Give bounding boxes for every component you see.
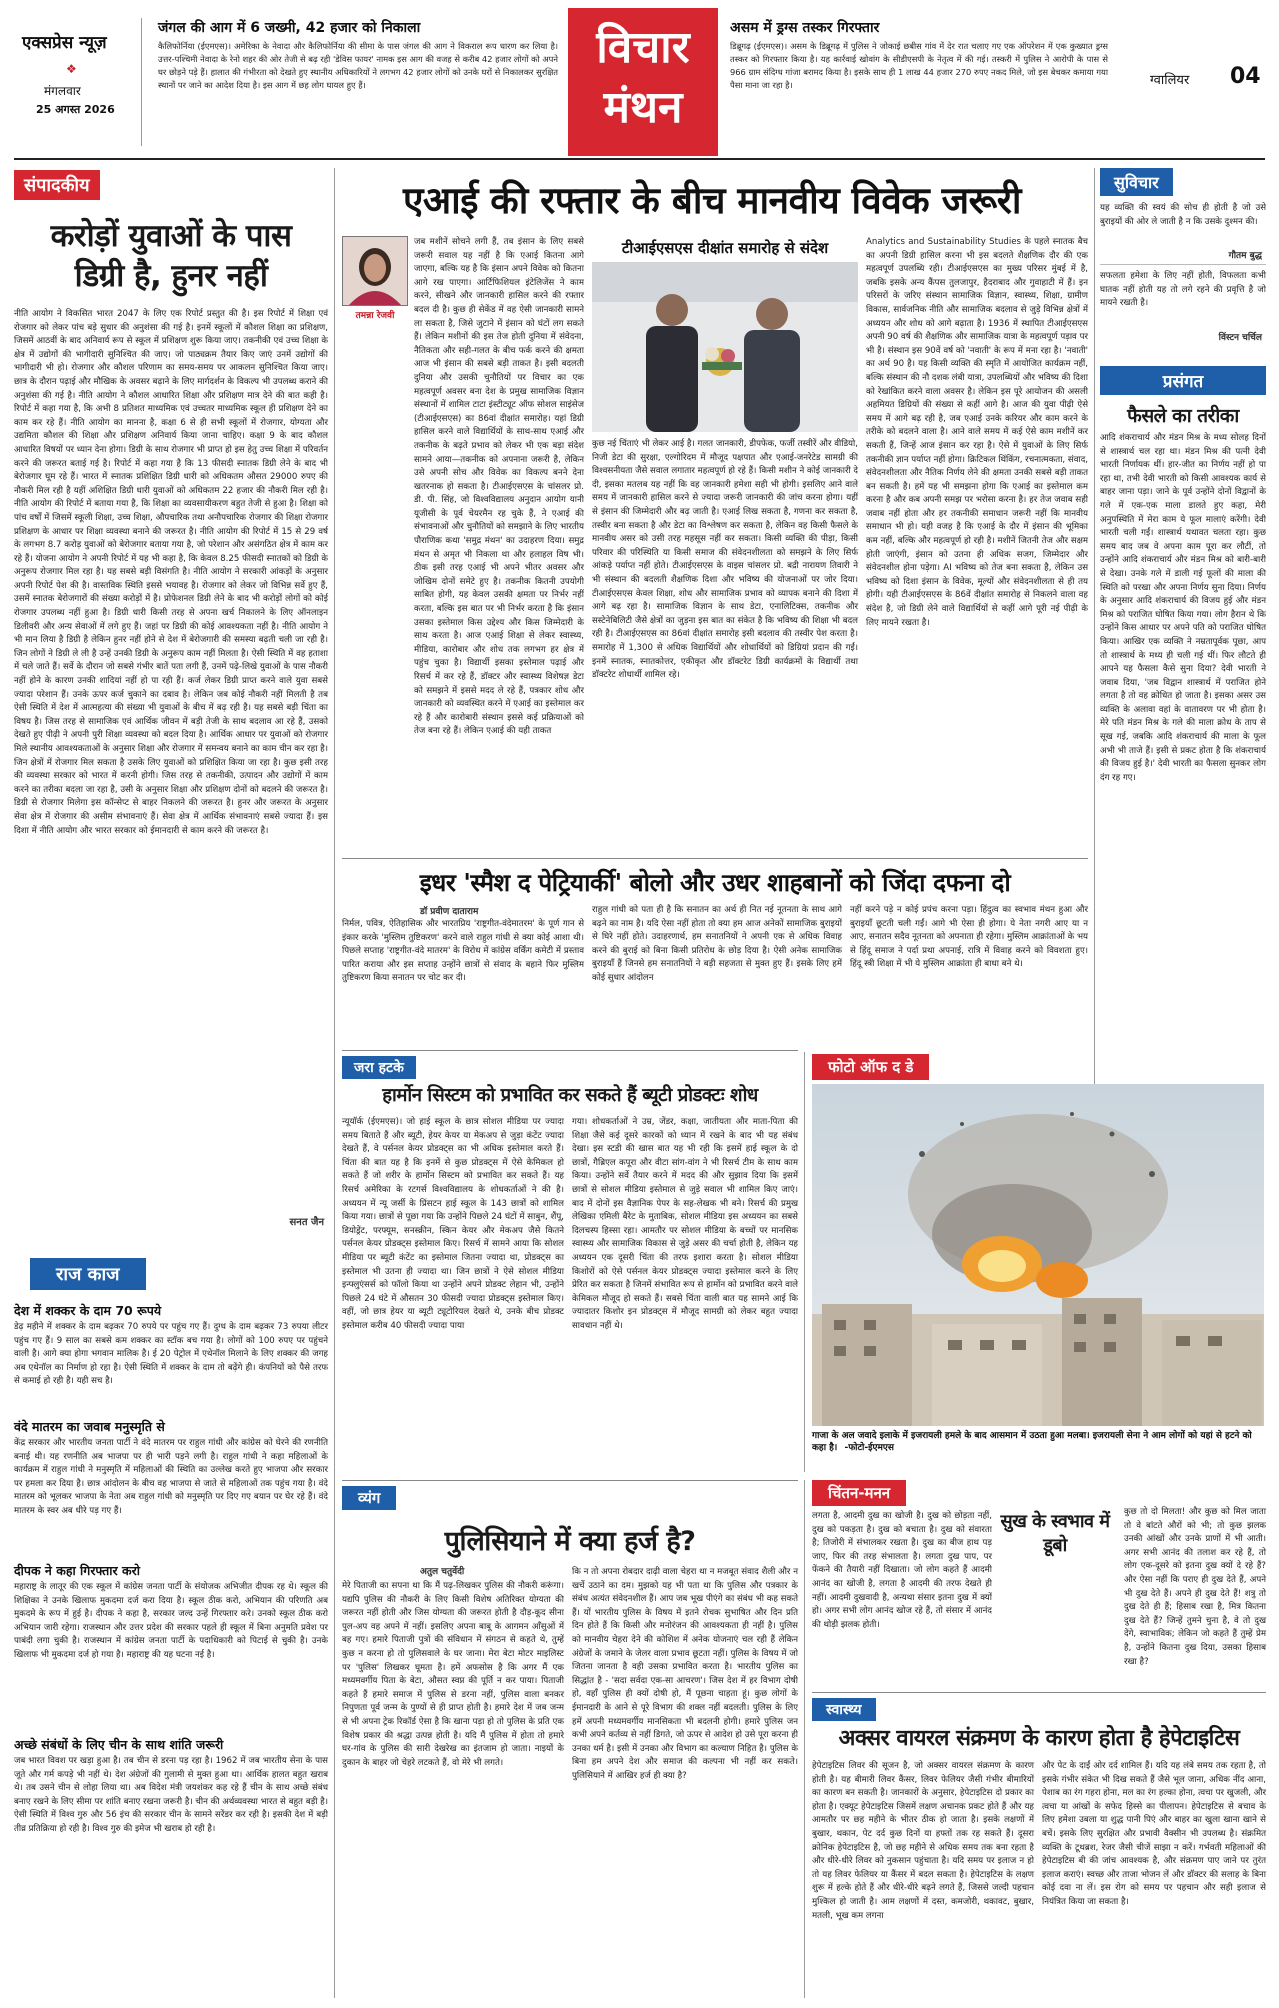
convocation-photo <box>592 262 858 432</box>
chintan-divider <box>804 1480 805 1998</box>
city: ग्वालियर <box>1150 73 1190 88</box>
suvichar-quote-2: सफलता हमेशा के लिए नहीं होती, विफलता कभी घातक नहीं होती यह तो लगे रहने की प्रवृत्ति है जो मायने रखती है। <box>1100 271 1266 309</box>
swasthya-col1: हेपेटाइटिस लिवर की सूजन है, जो अक्सर वायरल संक्रमण के कारण होती है। यह बीमारी लिवर कैंसर, लिवर फेलियर जैसी गंभीर बीमारियों का कारण बन सकती है। जानकारों के अनुसार, हेपेटाइटिस दो प्रकार का होता है। एक्यूट हेपेटाइटिस जिसमें लक्षण अचानक प्रकट होते हैं और यह आमतौर पर छह महीने के भीतर ठीक हो जाता है। इसके लक्षणों में बुखार, थकान, पेट दर्द कुछ दिनों या हफ्तों तक रह सकते हैं। दूसरा क्रोनिक हेपेटाइटिस है, जो छह महीने से अधिक समय तक बना रहता है और धीरे-धीरे लिवर को नुकसान पहुंचाता है। यदि समय पर इलाज न हो तो यह लिवर फेलियर या कैंसर में बदल सकता है। हेपेटाइटिस के लक्षण शुरू में हल्के होते हैं और धीरे-धीरे बढ़ने लगते हैं, जिससे जल्दी पहचान मुश्किल हो जाती है। आम लक्षणों में दस्त, कमजोरी, थकावट, बुखार, मतली, भूख कम लगना <box>812 1761 1034 1921</box>
suvichar-author-1: गौतम बुद्ध <box>1228 251 1262 261</box>
paper-name: एक्सप्रेस न्यूज़ <box>22 33 107 53</box>
editorial-body: नीति आयोग ने विकसित भारत 2047 के लिए एक रिपोर्ट प्रस्तुत की है। इस रिपोर्ट में शिक्षा एवं रोजगार को लेकर पांच बड़े सुधार की अनुशंसा की गई है। इनमें स्कूलों में कौशल शिक्षा का प्रशिक्षण, जिसमें आठवीं के बाद अनिवार्य रूप से स्कूल में प्रशिक्षण शुरू किया जाए। तकनीकी एवं उच्च शिक्षा के क्षेत्र में उद्योगों की भागीदारी सुनिश्चित की जाए। जो पाठ्यक्रम तैयार किए जाएं उनमें उद्योगों की भागीदारी भी हो। रोजगार और कौशल परिणाम का समय-समय पर आकलन सुनिश्चित किया जाए। छात्र के दौरान पढ़ाई और मौखिक के अवसर बढ़ाने के लिए मार्गदर्शन के विकल्प भी उपलब्ध कराने की अनुशंसा की गई है। नीति आयोग ने कौशल आधारित शिक्षा और प्रशिक्षण मात्र देने की बात कही है। रिपोर्ट में कहा गया है, कि अभी 8 प्रतिशत माध्यमिक एवं उच्चतर माध्यमिक स्कूल ही प्रशिक्षण देने का काम कर रहे हैं। नीति आयोग का मानना है, कक्षा 6 से ही सभी स्कूलों में रोजगार, योग्यता और उद्यमिता कौशल की शिक्षा और प्रशिक्षण अनिवार्य किया जाना चाहिए। कक्षा 9 के बाद कौशल आधारित विषयों पर ध्यान देना होगा। डिग्री के साथ रोजगार भी प्राप्त हो इस हेतु उच्च शिक्षा में परिवर्तन करने की जरूरत बताई गई है। रिपोर्ट में कहा गया है कि 13 फीसदी स्नातक डिग्री लेने के बाद भी बेरोजगार घूम रहे हैं। भारत में स्नातक प्रशिक्षित डिग्री धारी को अधिकतम औसत 29000 रुपए की नौकरी मिल रही है यहीं अशिक्षित डिग्री धारी युवाओं को अधिकतम 22 हजार की नौकरी मिल रही है। नीति आयोग की रिपोर्ट में बताया गया है, कि शिक्षा का व्यवसायीकरण बहुत तेजी से हुआ है। शिक्षा को पांच वर्षों में जिसमें स्कूली शिक्षा, उच्च शिक्षा, औपचारिक तथा अनौपचारिक रोजगार की शिक्षा रोजगार प्रशिक्षण के आधार पर शिक्षा व्यवस्था बनाने की जरूरत है। नीति आयोग की रिपोर्ट में 15 से 29 वर्ष के लगभग 8.7 करोड़ युवाओं को बेरोजगार बताया गया है, जो परेशान और असंगठित क्षेत्र में काम कर रहे हैं। योजना आयोग ने अपनी रिपोर्ट में यह भी कहा है, कि केवल 8.25 फीसदी स्नातकों को डिग्री के अनुरूप रोजगार मिल रहा है। यह सबसे बड़ी विसंगति है। नीति आयोग ने सरकारी आंकड़ों के अनुसार अपनी रिपोर्ट पेश की है। वास्तविक स्थिति इससे भयावह है। रोजगार को लेकर जो विभिन्न सर्वे हुए हैं, उसमें स्नातक बेरोजगारों की संख्या करोड़ों में है। प्रोफेशनल डिग्री लेने के बाद भी करोड़ों लोगों को कोई रोजगार उपलब्ध नहीं हुआ है। डिग्री धारी किसी तरह से अपना खर्च निकालने के लिए ऑनलाइन डिलीवरी और अन्य सेवाओं में लगे हुए हैं। जहां पर डिग्री की कोई आवश्यकता नहीं है। नीति आयोग ने भी मान लिया है डिग्री है लेकिन हुनर नहीं होने से देश में बेरोजगारी की समस्या बढ़ती चली जा रही है। जिन लोगों ने डिग्री ले ली है उन्हें उनकी डिग्री के अनुरूप काम नहीं मिलता है। ऐसी स्थिति में वह हताशा में चले जाते हैं। सर्वे के दौरान जो सबसे गंभीर बातें पता लगी हैं, उनमें पढ़े-लिखे युवाओं के पास नौकरी नहीं होने के कारण उनकी शादियां नहीं हो पा रही हैं। कर्ज लेकर डिग्री प्राप्त करने वाले युवा सबसे ज्यादा परेशान हैं। उनके ऊपर कर्ज चुकाने का दबाव है। लेकिन जब कोई नौकरी नहीं मिलती है तब ऐसी स्थिति में देश में आत्महत्या की संख्या भी युवाओं के बीच में बढ़ रही है। यह सबसे बड़ी चिंता का विषय है। जिस तरह से सामाजिक एवं आर्थिक जीवन में बड़ी तेजी के साथ बदलाव आ रहे हैं, उसको देखते हुए पीढ़ी ने अपनी पुरी शिक्षा व्यवस्था को बदल दिया है। आर्थिक आधार पर युवाओं को रोजगार मिले स्थानीय आवश्यकताओं के अनुसार शिक्षा और रोजगार में समन्वय बनाने का काम चीन कर रहा है। जिन क्षेत्रों में रोजगार मिल सकता है उसके लिए युवाओं को प्रशिक्षित किया जा रहा है। कुछ इसी तरह की व्यवस्था सरकार को भारत में करनी होगी। जिस तरह से तकनीकी, उत्पादन और उद्योगों में काम करने का तरीका बदला जा रहा है, उसी के अनुसार शिक्षा और प्रशिक्षण दोनों को बदलने की जरूरत है। डिग्री से रोजगार मिलेगा इस कॉन्सेप्ट से बाहर निकलने की जरूरत है। हुनर और जरूरत के अनुसार सेवा क्षेत्र में रोजगार की असीम संभावनाएं हैं। सेवा क्षेत्र में आर्थिक संभावनाएं सबसे ज्यादा हैं। इस दिशा में नीति आयोग और भारत सरकार को ईमानदारी से काम करने की जरूरत है। <box>14 309 329 836</box>
section-title-line1: विचार <box>596 22 690 73</box>
vyang-tag: व्यंग <box>342 1486 396 1510</box>
convocation-photo-image <box>592 262 858 432</box>
second-col2: राहुल गांधी को पता ही है कि सनातन का अर्थ ही नित नई नूतनता के साथ आगे बढ़ने का नाम है। यदि ऐसा नहीं होता तो क्या हम आज अनेकों सामाजिक बुराइयों से घिरे नहीं होते। उदाहरणार्थ, हम सनातनियों ने अपनी एक से अधिक विवाह करने की बुराई को बिना किसी प्रतिरोध के छोड़ दिया है। ऐसी अनेक सामाजिक बुराइयाँ हैं जिनसे हम सनातनियों ने बड़ी सहजता से मुक्त हुए हैं। इसके लिए हमें कोई सुधार आंदोलन <box>592 905 842 983</box>
section-logo <box>568 8 718 156</box>
photo-divider <box>804 1052 805 1472</box>
suvichar-quote-1: यह व्यक्ति की स्वयं की सोच ही होती है जो उसे बुराइयों की ओर ले जाती है न कि उसके दुश्मन की। <box>1100 203 1266 227</box>
swasthya-col2: और पेट के दाईं ओर दर्द शामिल हैं। यदि यह लंबे समय तक रहता है, तो इसके गंभीर संकेत भी दिख सकते हैं जैसे भूल जाना, अधिक नींद आना, पेशाब का रंग गहरा होना, मल का रंग हल्का होना, त्वचा पर खुजली, और त्वचा या आंखों के सफेद हिस्से का पीलापन। हेपेटाइटिस से बचाव के लिए हमेशा उबला या शुद्ध पानी पिएं और बाहर का खुला खाना खाने से बचें। इसके लिए सुरक्षित और प्रभावी वैक्सीन भी उपलब्ध है। संक्रमित व्यक्ति के टूथब्रश, रेजर जैसी चीजें साझा न करें। गर्भवती महिलाओं की हेपेटाइटिस बी की जांच आवश्यक है, और संक्रमण पाए जाने पर तुरंत इलाज कराएं। स्वच्छ और ताजा भोजन लें और डॉक्टर की सलाह के बिना कोई दवा ना लें। इस रोग को समय पर पहचान और सही इलाज से नियंत्रित किया जा सकता है। <box>1042 1761 1266 1907</box>
page-number: 04 <box>1230 64 1261 89</box>
rajkaaj-tag: राज काज <box>30 1258 146 1290</box>
rajkaaj-item-body: महाराष्ट्र के लातूर की एक स्कूल में कांग्रेस जनता पार्टी के संयोजक अभिजीत दीपक रह थे। स्कूल की शिक्षिका ने उनके खिलाफ मुकदमा दर्ज करा दिया है। स्कूल ठीक करो, अभियान की परिणति अब मुकदमे के रूप में हुई है। दीपक ने कहा है, सरकार जल्द उन्हें गिरफ्तार करे। उनको स्कूल ठीक करो अभियान जारी रहेगा। राजस्थान और उत्तर प्रदेश की सरकार पहले ही स्कूल में बिना अनुमति प्रवेश पर पाबंदी लगा चुकी है। राजस्थान में कांग्रेस जनता पार्टी के पदाधिकारी को पिटाई से चुकी है। उनके खिलाफ भी मुकदमा दर्ज हो गया है। महाराष्ट्र की यह घटना नई है। <box>14 1582 328 1660</box>
suvichar <box>1100 168 1266 358</box>
lead-col1: जब मशीनें सोचने लगी हैं, तब इंसान के लिए सबसे जरूरी सवाल यह नहीं है कि एआई कितना आगे जाएगा, बल्कि यह है कि इंसान अपने विवेक को कितना आगे रख पाएगा। आर्टिफिशियल इंटेलिजेंस ने काम करने, सीखने और जानकारी हासिल करने की रफ्तार बदल दी है। कुछ ही सेकेंड में वह ऐसी जानकारी सामने ला सकता है, जिसे जुटाने में इंसान को घंटों लग सकते हैं। लेकिन मशीनों की इस तेज होती दुनिया में संवेदना, नैतिकता और सही-गलत के बीच फर्क करने की क्षमता आज भी इंसान की सबसे बड़ी ताकत है। इसी बदलती दुनिया और उसकी चुनौतियों पर विचार का एक महत्वपूर्ण अवसर बना देश के प्रमुख सामाजिक विज्ञान संस्थानों में शामिल टाटा इंस्टीट्यूट ऑफ सोशल साइंसेज (टीआईएसएस) का 86वां दीक्षांत समारोह। यहां डिग्री हासिल करने वाले विद्यार्थियों के साथ-साथ एआई और तकनीक के बढ़ते प्रभाव को लेकर भी एक बड़ा संदेश सामने आया—तकनीक को अपनाना जरूरी है, लेकिन उसे अपनी सोच और विवेक का विकल्प बनने देना खतरनाक हो सकता है। टीआईएसएस के चांसलर प्रो. डी. पी. सिंह, जो विश्वविद्यालय अनुदान आयोग यानी यूजीसी के पूर्व चेयरमैन रह चुके हैं, ने एआई की संभावनाओं और चुनौतियों को समझाने के लिए भारतीय पौराणिक कथा 'समुद्र मंथन' का उदाहरण दिया। समुद्र मंथन से अमृत भी निकला था और हलाहल विष भी। ठीक इसी तरह एआई भी अपने भीतर अवसर और जोखिम दोनों समेटे हुए है। तकनीक कितनी उपयोगी साबित होगी, यह केवल उसकी क्षमता पर निर्भर नहीं करता, बल्कि इस बात पर भी निर्भर करता है कि इंसान उसका इस्तेमाल किस उद्देश्य और किस जिम्मेदारी के साथ करता है। आज एआई शिक्षा से लेकर स्वास्थ्य, मीडिया, कारोबार और शोध तक लगभग हर क्षेत्र में पहुंच चुका है। विद्यार्थी इसका इस्तेमाल पढ़ाई और रिसर्च में कर रहे हैं, डॉक्टर और स्वास्थ्य विशेषज्ञ डेटा को समझने में इससे मदद ले रहे हैं, पत्रकार शोध और जानकारी को व्यवस्थित करने में एआई का इस्तेमाल कर रहे हैं और कारोबारी संस्थान इससे कई प्रक्रियाओं को तेज बना रहे हैं। लेकिन एआई की यही ताकत <box>414 237 584 737</box>
masthead-rule <box>14 158 1265 160</box>
chintan-headline: सुख के स्वभाव में डूबो <box>1000 1511 1110 1556</box>
rajkaaj-item <box>14 1736 328 1991</box>
vyang-author: अतुल चतुर्वेदी <box>420 1567 465 1577</box>
second-headline: इधर 'स्मैश द पेट्रियार्की' बोलो और उधर शाहबानों को जिंदा दफना दो <box>419 868 1011 897</box>
day: मंगलवार <box>44 84 81 98</box>
vyang-headline: पुलिसियाने में क्या हर्ज है? <box>444 1526 696 1557</box>
rajkaaj <box>14 1258 328 1998</box>
lead-headline: एआई की रफ्तार के बीच मानवीय विवेक जरूरी <box>402 179 1022 222</box>
date: 25 अगस्त 2026 <box>36 103 115 116</box>
gaza-photo-caption <box>812 1430 1264 1454</box>
section-title-line2: मंथन <box>603 82 683 133</box>
masthead <box>0 0 1279 162</box>
brief-assam <box>730 18 1108 148</box>
prasangvash-tag: प्रसंगत <box>1100 366 1266 395</box>
chintan-col1: लगता है, आदमी दुख का खोजी है। दुख को छोड़ता नहीं, दुख को पकड़ता है। दुख को बचाता है। दुख को संवारता है; तिजोरी में संभालकर रखता है। दुख का बीज हाथ पड़ जाए, फिर की तरह संभालता है। लगता दुख पाप, पर फेंकने की तैयारी नहीं दिखाता। जो लोग कहते हैं आदमी आनंद का खोजी है, लगता है आदमी की तरफ देखते ही नहीं। आदमी दुखवादी है, अन्यथा संसार इतना दुख में क्यों हो। अगर सभी लोग आनंद खोज रहे हैं, तो संसार में आनंद की थोड़ी झलक होती। <box>812 1511 992 1630</box>
hatke-rule <box>342 1050 798 1051</box>
vyang-col1: मेरे पिताजी का सपना था कि मैं पढ़-लिखकर पुलिस की नौकरी करूंगा। यद्यपि पुलिस की नौकरी के लिए किसी विशेष अतिरिक्त योग्यता की जरूरत नहीं होती और जिस योग्यता की जरूरत होती है दौड़-कूद सीना पुल-अप वह अपने में नहीं। इसलिए अपना बाबू के आगमन आँसुओं में बह गए। हमारे पिताजी पुत्रों की संविधान में संगठन से कहते थे, तुम्हें कुछ न करना हो तो पुलिसवाले के घर जाना। मेरा बेटा मोटर माइलिस्ट पर 'पुलिस' लिखकर घूमता है। हमें अफसोस है कि अगर मैं एक मध्यमवर्गीय पिता के बेटा, औसत स्वप्न की पूर्ति न कर पाया। पिताजी कहते हैं हमारे समाज में पुलिस से डरना नहीं, पुलिस वाला बनकर निपुणता पूर्व जन्म के पुण्यों से ही प्राप्त होती है। हमारे देश में जब जन्म से भी अपना ट्रेक रिकॉर्ड ऐसा है कि खाना पड़ा हो तो पुलिस के प्रति एक विशेष प्रकार की श्रद्धा उत्पन्न होती है। यदि मैं पुलिस में होता तो हमारे घर-गांव के पुलिस की सारी देखरेख का इंतजाम हो जाता। नाइयों के दुकान के बाहर जो चेहरे लटकते हैं, वो मेरे भी लगते। <box>342 1581 564 1768</box>
hatke-col1: न्यूयॉर्क (ईएमएस)। जो हाई स्कूल के छात्र सोशल मीडिया पर ज्यादा समय बिताते हैं और ब्यूटी, हेयर केयर या मेकअप से जुड़ा कंटेंट ज्यादा देखते हैं, वे पर्सनल केयर प्रोडक्ट्स का भी अधिक इस्तेमाल करते हैं। चिंता की बात यह है कि इनमें से कुछ प्रोडक्ट्स में ऐसे केमिकल हो सकते हैं जो शरीर के हार्मोन सिस्टम को प्रभावित कर सकते हैं। यह रिसर्च अमेरिका के रटगर्स विश्वविद्यालय के शोधकर्ताओं ने की है। अध्ययन में न्यू जर्सी के प्रिंसटन हाई स्कूल के 143 छात्रों को शामिल किया गया। छात्रों से पूछा गया कि उन्होंने पिछले 24 घंटों में साबुन, शैंपू, डियोड्रेंट, परफ्यूम, सनस्क्रीन, स्किन केयर और मेकअप जैसे कितने पर्सनल केयर प्रोडक्ट्स इस्तेमाल किए। रिसर्च में सामने आया कि सोशल मीडिया पर ब्यूटी कंटेंट का इस्तेमाल जितना ज्यादा था, प्रोडक्ट्स का इस्तेमाल भी उतना ही ज्यादा था। जिन छात्रों ने ऐसे सोशल मीडिया इन्फ्लुएंसर्स को फॉलो किया था उन्होंने अपने प्रोडक्ट लेहान भी, उन्होंने पिछले 24 घंटे में औसतन 30 फीसदी ज्यादा प्रोडक्ट्स इस्तेमाल किए। वहीं, जो छात्र हेयर या ब्यूटी ट्यूटोरियल देखते थे, उनके बीच प्रोडक्ट इस्तेमाल करीब 40 फीसदी ज्यादा पाया <box>342 1117 564 1331</box>
author-portrait-icon <box>343 237 407 305</box>
rajkaaj-item-body: डेढ़ महीने में शक्कर के दाम बढ़कर 70 रुपये पर पहुंच गए हैं। दुग्ध के दाम बढ़कर 73 रुपया लीटर पहुंच गए हैं। 9 साल का सबसे कम शक्कर का स्टॉक बच गया है। लोगों को 100 रुपए पर पहुंचने वाली है। आगे क्या होगा भगवान मालिक है। ई 20 पेट्रोल में एथेनॉल मिलाने के लिए शक्कर की जगह अब एथेनॉल का निर्माण हो रहा है। ऐसी स्थिति में शक्कर के दाम तो बढ़ेंगे ही। कंपनियों को पैसे तरफ से कमाई हो रही है। यही सच है। <box>14 1322 328 1387</box>
brief-wildfire-title: जंगल की आग में 6 जख्मी, 42 हजार को निकाला <box>158 20 421 36</box>
suvichar-author-2: विंस्टन चर्चिल <box>1218 333 1262 343</box>
brief-wildfire-text: कैलिफोर्निया (ईएमएस)। अमेरिका के नेवादा और कैलिफोर्निया की सीमा के पास जंगल की आग ने विकराल रूप धारण कर लिया है। उत्तर-पश्चिमी नेवादा के रेनो शहर की ओर तेजी से बढ़ रही 'डेविस फायर' नामक इस आग की वजह से करीब 42 हजार लोगों को अपने घर छोड़ने पड़े हैं। हालात की गंभीरता को देखते हुए स्थानीय अधिकारियों ने लगभग 42 हजार लोगों को उनके घरों से निकालकर सुरक्षित स्थानों पर जाने का आदेश दिया है। इस आग में छह लोग घायल हुए हैं। <box>158 41 558 90</box>
rajkaaj-item-title: दीपक ने कहा गिरफ्तार करो <box>14 1563 140 1578</box>
gaza-photo <box>812 1084 1264 1426</box>
swasthya-rule <box>812 1692 1266 1693</box>
swasthya-headline: अक्सर वायरल संक्रमण के कारण होता है हेपेटाइटिस <box>838 1726 1240 1751</box>
second-col3: नहीं करने पड़े न कोई प्रपंच करना पड़ा। हिंदुत्व का स्वभाव मंथन हुआ और बुराइयाँ छूटती चली गईं। आगे भी ऐसा ही होगा। ये नेता नगरी आए या न आए, सनातन सदैव नूतनता को अपनाता ही रहेगा। मुस्लिम आक्रांताओं के भय से हिंदू समाज ने पर्दा प्रथा अपनाई, रात्रि में विवाह करने को विवशता हुए। हिंदू स्त्री शिक्षा में भी ये मुस्लिम आक्रांता ही बाधा बने थे। <box>850 905 1088 970</box>
rajkaaj-item <box>14 1418 328 1561</box>
photo-of-day-tag: फोटो ऑफ द डे <box>812 1054 929 1080</box>
second-story-rule <box>342 858 1088 859</box>
lead-col1-rest <box>342 322 584 852</box>
prasangvash-body: आदि शंकराचार्य और मंडन मिश्र के मध्य सोलह दिनों से शास्त्रार्थ चल रहा था। मंडन मिश्र की पत्नी देवी भारती निर्णायक थीं। हार-जीत का निर्णय नहीं हो पा रहा था, तभी देवी भारती को किसी आवश्यक कार्य से बाहर जाना पड़ा। जाने के पूर्व उन्होंने दोनों विद्वानों के गले में एक-एक माला डालते हुए कहा, मेरी अनुपस्थिति में मेरा काम ये फूल मालाएं करेंगी। देवी भारती चली गईं। शास्त्रार्थ यथावत चलता रहा। कुछ समय बाद जब वे अपना काम पूरा कर लौटीं, तो उन्होंने आदि शंकराचार्य और मंडन मिश्र को बारी-बारी से देखा। उनके गले में डाली गई फूलों की माला की स्थिति को परखा और अपना निर्णय सुना दिया। निर्णय के अनुसार आदि शंकराचार्य की विजय हुई और मंडन मिश्र को पराजित घोषित किया गया। लोग हैरान थे कि उन्होंने किस आधार पर अपने पति को पराजित घोषित किया। आखिर एक व्यक्ति ने नम्रतापूर्वक पूछा, आप तो शास्त्रार्थ के मध्य ही चली गई थीं। फिर लौटते ही आपने यह फैसला कैसे सुना दिया? देवी भारती ने जवाब दिया, 'जब विद्वान शास्त्रार्थ में पराजित होने लगता है तो वह क्रोधित हो जाता है। इसका असर उस व्यक्ति के अलावा वहां के वातावरण पर भी होता है। मेरे पति मंडन मिश्र के गले की माला क्रोध के ताप से सूख गई, जबकि आदि शंकराचार्य की माला के फूल अभी भी ताजे हैं। इसी से प्रकट होता है कि शंकराचार्य की विजय हुई है।' देवी भारती का फैसला सुनकर लोग दंग रह गए। <box>1100 433 1266 783</box>
rajkaaj-item-body: जब भारत विवश पर खड़ा हुआ है। तब चीन से डरना पड़ रहा है। 1962 में जब भारतीय सेना के पास जूते और गर्म कपड़े भी नहीं थे। देश अंग्रेजों की गुलामी से मुक्त हुआ था। आर्थिक हालत बहुत खराब थे। तब उसने चीन से लोहा लिया था। अब विदेश मंत्री जयशंकर कह रहे हैं चीन के साथ अच्छे संबंध बनाए रखने के लिए सीमा पर शांति बनाए रखना जरूरी है। चीन की अर्थव्यवस्था भारत से बहुत बड़ी है। ऐसी स्थिति में विश्व गुरु और 56 इंच की सरकार चीन के सामने सरेंडर कर रही है। इसकी देश में बड़ी तीव्र प्रतिक्रिया हो रही है। विश्व गुरु की इमेज भी खराब हो रही है। <box>14 1756 328 1834</box>
rajkaaj-item-title: देश में शक्कर के दाम 70 रूपये <box>14 1303 162 1318</box>
editorial-tag: संपादकीय <box>14 170 100 200</box>
chintan-col2: कुछ तो दो मिलता! और कुछ को मिल जाता तो वे बांटते औरों को भी; तो कुछ झलक उनकी आंखों और उनके प्राणों में भी आती। अगर सभी आनंद की तलाश कर रहे हैं, तो लोग एक-दूसरे को इतना दुख क्यों दे रहे हैं? और ऐसा नहीं कि पराए ही दुख देते हैं, अपने भी दुख देते हैं। अपने ही दुख देते हैं! शत्रु तो दुख देते ही हैं; हिसाब रखा है, मित्र कितना दुख देते हैं? जिन्हें तुमने चुना है, वे तो दुख देंगे, स्वाभाविक; लेकिन जो कहते हैं तुम्हें प्रेम है, उन्होंने कितना दुख दिया, उसका हिसाब रखा है? <box>1124 1507 1266 1667</box>
lead-col3: Analytics and Sustainability Studies के पहले स्नातक बैच का अपनी डिग्री हासिल करना भी इस बदलते शैक्षणिक दौर की एक महत्वपूर्ण उपलब्धि रही। टीआईएसएस का मुख्य परिसर मुंबई में है, जबकि इसके अन्य कैंपस तुलजापुर, हैदराबाद और गुवाहाटी में हैं। इन परिसरों के जरिए संस्थान सामाजिक विज्ञान, स्वास्थ्य, शिक्षा, ग्रामीण विकास, सार्वजनिक नीति और सामाजिक बदलाव से जुड़े विभिन्न क्षेत्रों में अध्ययन और शोध को आगे बढ़ाता है। 1936 में स्थापित टीआईएसएस अपनी 90 वर्ष की शैक्षणिक और सामाजिक यात्रा के महत्वपूर्ण पड़ाव पर भी है। संस्थान इस 90वें वर्ष को 'नवाती' के रूप में मना रहा है। 'नवाती' का अर्थ 90 है। यह किसी व्यक्ति की स्मृति में आयोजित कार्यक्रम नहीं, बल्कि संस्थान की नौ दशक लंबी यात्रा, उपलब्धियों और भविष्य की दिशा को रेखांकित करने वाला अवसर है। लेकिन इस पूरे आयोजन की असली अहमियत डिग्रियों की संख्या से कहीं आगे है। आज की युवा पीढ़ी ऐसे समय में आगे बढ़ रही है, जब एआई उनके करियर और काम करने के तरीके को बदलने वाला है। आने वाले समय में कई ऐसे काम मशीनें कर सकती हैं, जिन्हें आज इंसान कर रहा है। ऐसे में युवाओं के लिए सिर्फ तकनीकी ज्ञान पर्याप्त नहीं होगा। क्रिटिकल थिंकिंग, रचनात्मकता, संवाद, संवेदनशीलता और नैतिक निर्णय लेने की क्षमता उनकी सबसे बड़ी ताकत बन सकती है। हमें यह भी समझना होगा कि एआई का इस्तेमाल कम करना है और कब अपनी समझ पर भरोसा करना है। हर तेज जवाब सही जवाब नहीं होता और हर तकनीकी समाधान जरूरी नहीं कि मानवीय समाधान भी हो। यही वजह है कि एआई के दौर में इंसान की भूमिका कम नहीं, बल्कि और महत्वपूर्ण हो रही है। मशीनें जितनी तेज और सक्षम होती जाएंगी, इंसान को उतना ही अधिक सजग, जिम्मेदार और संवेदनशील होना पड़ेगा। AI भविष्य को तेज बना सकता है, लेकिन उस भविष्य को दिशा इंसान के विवेक, मूल्यों और संवेदनशीलता से ही तय होगी। यही टीआईएसएस के 86वें दीक्षांत समारोह से निकलने वाला वह संदेश है, जो डिग्री लेने वाले विद्यार्थियों से कहीं आगे पूरी नई पीढ़ी के लिए मायने रखता है। <box>866 237 1088 628</box>
lead-col2: कुछ नई चिंताएं भी लेकर आई है। गलत जानकारी, डीपफेक, फर्जी तस्वीरें और वीडियो, निजी डेटा की सुरक्षा, एल्गोरिदम में मौजूद पक्षपात और एआई-जनरेटेड सामग्री की विश्वसनीयता जैसे सवाल लगातार महत्वपूर्ण हो रहे हैं। किसी मशीन ने कोई जानकारी दे दी, इसका मतलब यह नहीं कि वह जानकारी हमेशा सही भी होगी। इसलिए आने वाले समय में जानकारी हासिल करने से ज्यादा जरूरी जानकारी की जांच करना होगा। यहीं से इंसान की जिम्मेदारी और बढ़ जाती है। एआई लिख सकता है, गणना कर सकता है, तस्वीर बना सकता है और डेटा का विश्लेषण कर सकता है, लेकिन वह किसी फैसले के मानवीय असर को उसी तरह महसूस नहीं कर सकता। किसी व्यक्ति की पीड़ा, किसी परिवार की परिस्थिति या किसी समाज की संवेदनशीलता को समझने के लिए सिर्फ आंकड़े पर्याप्त नहीं होते। टीआईएसएस के वाइस चांसलर प्रो. बद्री नारायण तिवारी ने भी संस्थान की बदलती शैक्षणिक दिशा और भविष्य की योजनाओं पर जोर दिया। टीआईएसएस केवल शिक्षा, शोध और सामाजिक प्रभाव को व्यापक बनाने की दिशा में आगे बढ़ रहा है। सामाजिक विज्ञान के साथ डेटा, एनालिटिक्स, तकनीक और सस्टेनेबिलिटी जैसे क्षेत्रों का जुड़ना इस बात का संकेत है कि भविष्य की शिक्षा भी बदल रही है। टीआईएसएस का 86वां दीक्षांत समारोह इसी बदलाव की तस्वीर पेश करता है। समारोह में 1,300 से अधिक विद्यार्थियों और शोधार्थियों को डिग्रियां प्रदान की गईं। इनमें स्नातक, स्नातकोत्तर, एकीकृत और डॉक्टरेट डिग्री कार्यक्रमों के विद्यार्थी तथा डॉक्टरेट शोधार्थी शामिल रहे। <box>592 439 858 681</box>
column-divider-left <box>334 168 335 1998</box>
second-author: डॉ प्रवीण दाताराम <box>420 907 479 917</box>
rajkaaj-item <box>14 1562 328 1733</box>
suvichar-tag: सुविचार <box>1100 168 1173 196</box>
photo-credit: -फोटो-ईएमएस <box>844 1443 894 1453</box>
gaza-photo-image <box>812 1084 1264 1426</box>
rajkaaj-item-body: केंद्र सरकार और भारतीय जनता पार्टी ने वंदे मातरम पर राहुल गांधी और कांग्रेस को घेरने की रणनीति बनाई थी। यह रणनीति अब भाजपा पर ही भारी पड़ने लगी है। राहुल गांधी ने कहा महिलाओं के कार्यक्रम में राहुल गांधी ने मनुस्मृति में महिलाओं की स्थिति का उल्लेख करते हुए भाजपा और सरकार पर हमला कर दिया है। छात्र आंदोलन के बीच वह भाजपा से जाते से महिलाओं तक पहुंच गया है। वंदे मातरम को भूलकर भाजपा के नेता अब राहुल गांधी को मनुस्मृति पर दिए गए बयान पर घेर रहे हैं। वंदे मातरम के स्वर अब धीरे पड़ गए हैं। <box>14 1438 328 1516</box>
lead-subhead: टीआईएसएस दीक्षांत समारोह से संदेश <box>621 239 829 257</box>
ornament-icon: ❖ <box>66 62 77 76</box>
vyang-rule <box>342 1480 798 1481</box>
chintan-tag: चिंतन-मनन <box>812 1480 906 1506</box>
hatke-col2: गया। शोधकर्ताओं ने उम्र, जेंडर, कक्षा, जातीयता और माता-पिता की शिक्षा जैसे कई दूसरे कारकों को ध्यान में रखने के बाद भी यह संबंध देखा। इस स्टडी की खास बात यह भी रही कि इसमें हाई स्कूल के दो छात्रों, गैब्रिएल कपूरा और वीटा सांग-वांग ने भी रिसर्च टीम के साथ काम किया। उन्होंने सर्वे तैयार करने में मदद की और सुझाव दिया कि इसमें छात्रों से सोशल मीडिया इस्तेमाल से जुड़े सवाल भी शामिल किए जाएं। बाद में दोनों इस वैज्ञानिक पेपर के सह-लेखक भी बने। रिसर्च की प्रमुख लेखिका एमिली बैरेट के मुताबिक, सोशल मीडिया इस अध्ययन का सबसे दिलचस्प हिस्सा रहा। आमतौर पर सोशल मीडिया के बच्चों पर मानसिक स्वास्थ्य और सामाजिक विकास से जुड़े असर की चर्चा होती है, लेकिन यह अध्ययन एक दूसरी चिंता की तरफ इशारा करता है। सोशल मीडिया किशोरों को ऐसे पर्सनल केयर प्रोडक्ट्स ज्यादा इस्तेमाल करने के लिए प्रेरित कर सकता है जिनमें संभावित रूप से हार्मोन को प्रभावित करने वाले केमिकल मौजूद हो सकते हैं। सबसे चिंता वाली बात यह सामने आई कि ज्यादातर किशोर इन प्रोडक्ट्स में मौजूद सामग्री को लेकर बहुत ज्यादा सावधान नहीं थे। <box>572 1117 798 1331</box>
lead-author-photo <box>342 236 408 306</box>
lead-col1-top <box>414 236 584 737</box>
second-col1: निर्मल, पवित्र, ऐतिहासिक और भारतप्रिय 'राष्ट्रगीत-वंदेमातरम' के पूर्ण गान से इंकार करके 'मुस्लिम तुष्टिकरण' करने वाले राहुल गांधी से क्या कोई आशा थी। पिछले सप्ताह 'राष्ट्रगीत-वंदे मातरम' के विरोध में कांग्रेस वर्किंग कमेटी में प्रस्ताव पारित कराया और इस सप्ताह उन्होंने छात्रों से संवाद के बहाने फिर मुस्लिम तुष्टिकरण किया सनातन पर चोट कर दी। <box>342 919 584 984</box>
editorial <box>14 166 328 1246</box>
column-divider-right <box>1094 168 1095 1118</box>
rajkaaj-item-title: अच्छे संबंधों के लिए चीन के साथ शांति जरूरी <box>14 1737 224 1752</box>
paper-info-box <box>14 18 142 146</box>
brief-assam-title: असम में ड्रग्स तस्कर गिरफ्तार <box>730 20 880 36</box>
rajkaaj-item <box>14 1302 328 1417</box>
editorial-headline-1: करोड़ों युवाओं के पास <box>50 218 292 254</box>
brief-wildfire <box>158 18 558 148</box>
lead-author-name: तमन्ना रेजवी <box>355 311 395 321</box>
prasangvash <box>1100 364 1266 1116</box>
swasthya-tag: स्वास्थ्य <box>812 1698 876 1721</box>
rajkaaj-item-title: वंदे मातरम का जवाब मनुस्मृति से <box>14 1419 165 1434</box>
brief-assam-text: डिब्रूगढ़ (ईएमएस)। असम के डिब्रूगढ़ में पुलिस ने जोकाई छबीस गांव में देर रात चलाए गए एक ऑपरेशन में एक कुख्यात ड्रग्स तस्कर को गिरफ्तार किया है। यह कार्रवाई खोवांग के सीडीएसपी के नेतृत्व में की गई। तस्करी में पुलिस ने आरोपी के पास से 966 ग्राम संदिग्ध गांजा बरामद किया है। इसके साथ ही 1 लाख 44 हजार 270 रुपए नकद मिले, जो इस बेचकर कमाया गया पैसा माना जा रहा है। <box>730 41 1108 90</box>
hatke-headline: हार्मोन सिस्टम को प्रभावित कर सकते हैं ब्यूटी प्रोडक्टः शोध <box>382 1085 758 1106</box>
editorial-headline-2: डिग्री है, हुनर नहीं <box>74 258 268 294</box>
hatke-tag: जरा हटके <box>342 1056 416 1079</box>
editorial-author: सनत जैन <box>289 1217 324 1228</box>
suvichar-divider <box>1100 264 1266 265</box>
photo-caption-text: गाजा के अल जवादे इलाके में इजरायली हमले के बाद आसमान में उठता हुआ मलबा। इजरायली सेना ने आम लोगों को यहां से हटने को कहा है। <box>812 1431 1252 1453</box>
vyang-col2: कि न तो अपना रोबदार दाढ़ी वाला चेहरा था न मजबूत संवाद शैली और न खर्चे उठाने का दम। मुझको यह भी पता था कि पुलिस और पत्रकार के संबंध अत्यंत संवेदनशील हैं। आप जब भूख पीएंगे का संबंध भी कह सकते हैं। यों भारतीय पुलिस के विषय में इतने रोचक सुभाषित और दिन प्रति दिन होते हैं कि किसी और मनोरंजन की आवश्यकता ही नहीं है। पुलिस को मानवीय चेहरा देने की कोशिश में अनेक योजनाएं चल रही हैं लेकिन अंग्रेजों के जमाने के जेलर वाला प्रभाव छूटता नहीं। पुलिस के विषय में जो जितना जानता है वही उसका प्रभावित करता है। भारतीय पुलिस का सिद्धांत है - 'सदा सर्वदा एक-सा आचरण'। जिस देश में हर विभाग दोषी हो, वहाँ पुलिस ही क्यों दोषी हो, मैं पूछना चाहता हूं। कुछ लोगों के ईमानदारी के आने से पूरे विभाग की शक्ल नहीं बदलती। पुलिस के लिए हमें अपनी मध्यमवर्गीय मानसिकता भी बदलनी होगी। हमारे पुलिस जन कभी अपने कर्तव्य से नहीं डिगते, जो ऊपर से आदेश हो उसे पूरा करना ही उनका धर्म है। इसी में उनका और विभाग का कल्याण निहित है। पुलिस के बिना हम अपने देश और समाज की कल्पना भी नहीं कर सकते। पुलिसियाने में आखिर हर्ज ही क्या है? <box>572 1567 798 1781</box>
prasangvash-headline: फैसले का तरीका <box>1127 405 1239 427</box>
